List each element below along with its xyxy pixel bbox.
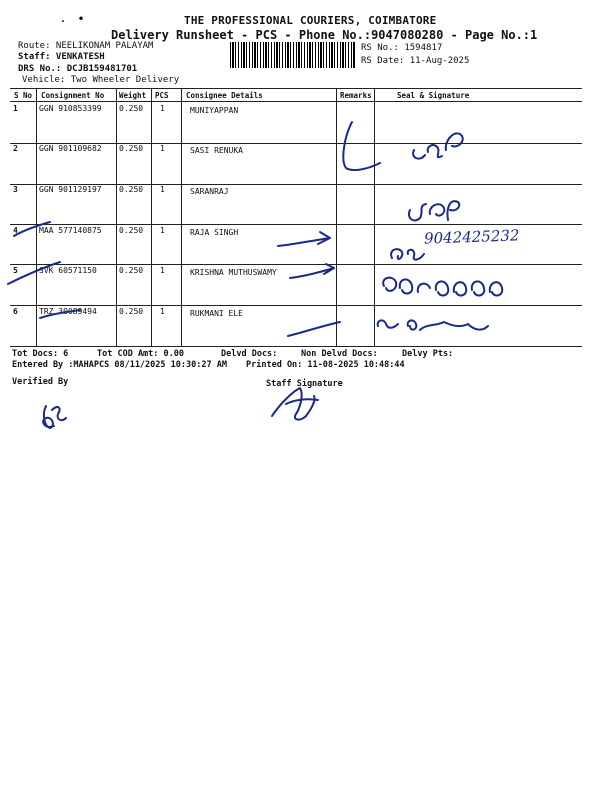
col-header-remarks: Remarks <box>340 91 372 100</box>
col-header-sno: S No <box>14 91 33 100</box>
row-consignment: GGN 910853399 <box>39 104 102 113</box>
row-pcs: 1 <box>160 307 165 316</box>
row-weight: 0.250 <box>119 104 144 113</box>
stray-marks: . • <box>60 14 85 25</box>
delivered-docs: Delvd Docs: <box>221 349 278 359</box>
row-consignee: MUNIYAPPAN <box>190 106 239 115</box>
strike-mark-row-4 <box>14 222 50 236</box>
remark-check-mark <box>343 122 380 170</box>
row-consignee: KRISHNA MUTHUSWAMY <box>190 268 277 277</box>
row-weight: 0.250 <box>119 185 144 194</box>
row-sno: 1 <box>13 104 18 113</box>
strike-mark-row-6 <box>40 310 80 318</box>
signature-row-5-top <box>391 249 424 260</box>
row-weight: 0.250 <box>119 307 144 316</box>
row-pcs: 1 <box>160 185 165 194</box>
row-consignment: SVK 60571150 <box>39 266 97 275</box>
rs-date: RS Date: 11-Aug-2025 <box>361 56 470 66</box>
arrow-row-4 <box>278 232 330 246</box>
rs-number: RS No.: 1594817 <box>361 43 443 53</box>
strike-mark-row-5 <box>8 262 60 284</box>
signature-row-6 <box>378 320 488 330</box>
row-weight: 0.250 <box>119 144 144 153</box>
verified-by-signature <box>43 406 66 428</box>
row-weight: 0.250 <box>119 266 144 275</box>
row-consignee: RAJA SINGH <box>190 228 239 237</box>
runsheet-subtitle: Delivery Runsheet - PCS - Phone No.:9047080280 - Page No.:1 <box>111 28 538 42</box>
total-cod-amount: Tot COD Amt: 0.00 <box>97 349 184 359</box>
row-consignment: MAA 577140875 <box>39 226 102 235</box>
row-weight: 0.250 <box>119 226 144 235</box>
col-header-consignee: Consignee Details <box>186 91 263 100</box>
drs-number: DRS No.: DCJB159481701 <box>18 64 138 74</box>
row-consignment: TRZ 30089494 <box>39 307 97 316</box>
row-consignment: GGN 901129197 <box>39 185 102 194</box>
non-delivered-docs: Non Delvd Docs: <box>301 349 378 359</box>
row-consignee: RUKMANI ELE <box>190 309 243 318</box>
arrow-row-5 <box>290 264 334 278</box>
handwritten-phone-note: 9042425232 <box>423 226 520 248</box>
col-header-weight: Weight <box>119 91 147 100</box>
row-sno: 5 <box>13 266 18 275</box>
company-title: THE PROFESSIONAL COURIERS, COIMBATORE <box>184 14 437 27</box>
col-header-pcs: PCS <box>155 91 169 100</box>
route-label: Route: NEELIKONAM PALAYAM <box>18 41 154 51</box>
row-pcs: 1 <box>160 266 165 275</box>
row-sno: 3 <box>13 185 18 194</box>
signature-row-2 <box>413 133 463 158</box>
printed-on: Printed On: 11-08-2025 10:48:44 <box>246 360 405 370</box>
staff-signature-label: Staff Signature <box>266 379 343 389</box>
staff-signature <box>272 388 318 420</box>
entered-by: Entered By :MAHAPCS 08/11/2025 10:30:27 AM <box>12 360 227 370</box>
col-header-seal-signature: Seal & Signature <box>397 91 470 100</box>
vehicle-label: Vehicle: Two Wheeler Delivery <box>22 75 180 85</box>
delivery-points: Delvy Pts: <box>402 349 454 359</box>
staff-label: Staff: VENKATESH <box>18 52 105 62</box>
row-pcs: 1 <box>160 144 165 153</box>
row-consignment: GGN 901109682 <box>39 144 102 153</box>
row-consignee: SASI RENUKA <box>190 146 243 155</box>
arrow-row-6 <box>288 322 340 336</box>
verified-by-label: Verified By <box>12 377 69 387</box>
row-sno: 4 <box>13 226 18 235</box>
row-pcs: 1 <box>160 226 165 235</box>
row-sno: 2 <box>13 144 18 153</box>
row-pcs: 1 <box>160 104 165 113</box>
signature-row-5 <box>383 278 502 296</box>
signature-row-3 <box>409 201 459 220</box>
col-header-consignment: Consignment No <box>41 91 105 100</box>
total-docs: Tot Docs: 6 <box>12 349 69 359</box>
row-sno: 6 <box>13 307 18 316</box>
row-consignee: SARANRAJ <box>190 187 229 196</box>
